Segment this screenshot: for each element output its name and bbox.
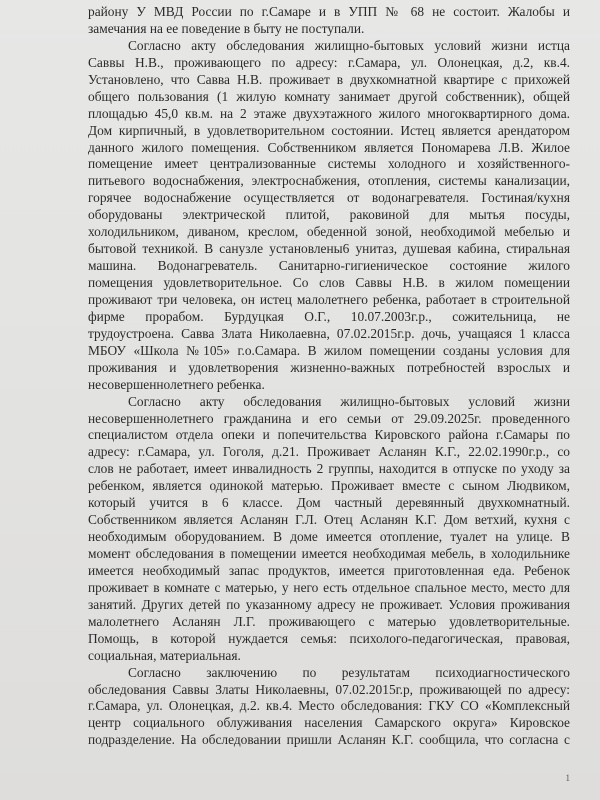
paragraph [88,665,570,750]
text-line: питьевого водоснабжения, электроснабжения, отопления, системы канализации, [88,173,570,189]
text-line: МБОУ «Школа №105» г.о.Самара. В жилом помещении созданы условия для [88,342,570,358]
text-line: малолетнего Асланян Л.Г. проживающего с матерью удовлетворительные. [88,613,570,629]
text-line: Помощь, в которой нуждается семья: психолого-педагогическая, правовая, [88,630,570,646]
text-line: проживают три человека, он истец малолетнего ребенка, работает в строительной [88,291,570,307]
text-line: Установлено, что Савва Н.В. проживает в двухкомнатной квартире с прихожей [88,71,570,87]
text-line: несовершеннолетнего ребенка. [88,376,265,392]
text-line: адресу: г.Самара, ул. Гоголя, д.21. Проживает Асланян К.Г., 22.02.1990г.р., со [88,444,570,460]
text-line: Согласно акту обследования жилищно-бытовых условий жизни истца [128,37,570,53]
text-line: холодильником, диваном, креслом, обеденной зоной, необходимой мебелью и [88,224,570,240]
text-line: необходимым оборудованием. В доме имеется отопление, туалет на улице. В [88,529,570,545]
text-line: Собственником является Асланян Г.Л. Отец Асланян К.Г. Дом ветхий, кухня с [88,512,570,528]
paragraph [88,394,570,665]
text-line: занятий. Других детей по указанному адресу не проживает. Условия проживания [88,596,570,612]
text-line: фирме прорабом. Бурдуцкая О.Г., 10.07.2003г.р., сожительница, не [88,308,570,324]
text-line: г.Самара, ул. Олонецкая, д.2. кв.4. Место обследования: ГКУ СО «Комплексный [88,698,570,714]
text-line: данного жилого помещения. Собственником является Пономарева Л.В. Жилое [88,139,570,155]
text-line: обследования Саввы Златы Николаевны, 07.02.2015г.р, проживающей по адресу: [88,681,570,697]
text-line: центр социального облуживания населения Самарского округа» Кировское [88,715,570,731]
text-line: трудоустроена. Савва Злата Николаевна, 07.02.2015г.р. дочь, учащаяся 1 класса [88,325,570,341]
paragraph [88,4,570,38]
text-line: Дом кирпичный, в удовлетворительном состоянии. Истец является арендатором [88,122,570,138]
text-line: помещения удовлетворительное. Со слов Саввы Н.В. в жилом помещении [88,275,570,290]
text-line: бытовой техникой. В санузле установлены6 унитаз, душевая кабина, стиральная [88,241,570,257]
page-number: 1 [565,773,570,783]
text-line: машина. Водонагреватель. Санитарно-гигиеническое состояние жилого [88,258,570,274]
text-line: общего пользования (1 жилую комнату занимает другой собственник), общей [88,88,570,104]
text-line: ребенком, является одинокой матерью. Проживает вместе с сыном Людвиком, [88,478,570,494]
text-line: помещение имеет централизованные системы холодного и хозяйственного- [88,156,570,172]
text-line: Согласно акту обследования жилищно-бытовых условий жизни [128,393,570,409]
text-line: проживания и удовлетворения жизненно-важных потребностей взрослых и [88,359,570,375]
text-line: району У МВД России по г.Самаре и в УПП № 68 не состоит. Жалобы и [88,4,570,19]
text-line: несовершеннолетнего гражданина и его семьи от 29.09.2025г. проведенного [88,410,570,426]
text-line: проживает в комнате с матерью, у него есть отдельное спальное место, место для [88,579,570,595]
text-line: момент обследования в помещении имеется необходимая мебель, в холодильнике [88,546,570,561]
text-line: подразделение. На обследовании пришли Асланян К.Г. сообщила, что согласна с [88,732,570,748]
text-line: который учится в 6 классе. Дом частный деревянный двухкомнатный. [88,495,570,511]
text-line: замечания на ее поведение в быту не поступали. [88,20,365,36]
text-line: слов не работает, имеет инвалидность 2 группы, находится в отпуске по уходу за [88,461,570,477]
text-line: горячее водоснабжение осуществляется от водонагревателя. Гостиная/кухня [88,190,570,206]
text-line: имеется необходимый запас продуктов, имеется приготовленная еда. Ребенок [88,562,570,578]
paragraph [88,38,570,394]
text-line: площадью 45,0 кв.м. на 2 этаже двухэтажного жилого многоквартирного дома. [88,105,570,121]
text-line: Саввы Н.В., проживающего по адресу: г.Самара, ул. Олонецкая, д.2, кв.4. [88,54,570,70]
text-line: оборудованы электрической плитой, раковиной для мытья посуды, [88,207,570,223]
text-line: Согласно заключению по результатам психодиагностического [128,664,570,680]
text-line: социальная, материальная. [88,647,241,663]
text-line: специалистом отдела опеки и попечительства Кировского района г.Самары по [88,427,570,443]
